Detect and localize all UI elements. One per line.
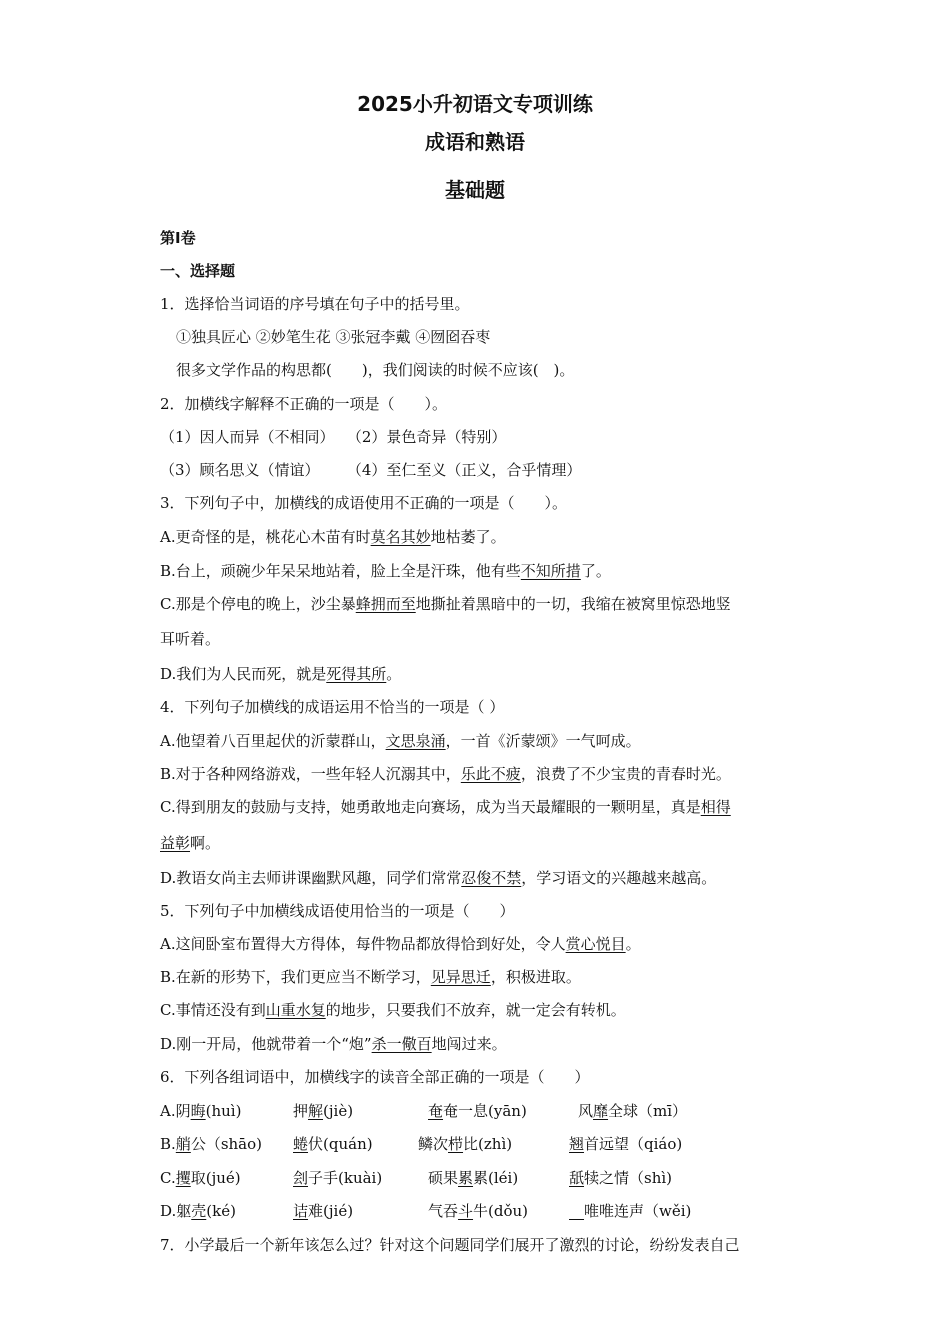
q4-stem: 4．下列句子加横线的成语运用不恰当的一项是（ ）	[160, 698, 505, 716]
q1-options: ①独具匠心 ②妙笔生花 ③张冠李戴 ④囫囵吞枣	[176, 328, 491, 346]
q5-stem: 5．下列句子中加横线成语使用恰当的一项是（ ）	[160, 902, 515, 920]
q5-option-c: C.事情还没有到山重水复的地步，只要我们不放弃，就一定会有转机。	[160, 1001, 626, 1019]
volume-label: 第Ⅰ卷	[160, 229, 196, 247]
q1-sentence: 很多文学作品的构思都( )，我们阅读的时候不应该( )。	[176, 361, 575, 379]
q4-option-c: C.得到朋友的鼓励与支持，她勇敢地走向赛场，成为当天最耀眼的一颗明星，真是相得	[160, 798, 731, 816]
q4-option-a: A.他望着八百里起伏的沂蒙群山，文思泉涌，一首《沂蒙颂》一气呵成。	[160, 732, 641, 750]
q3-option-c: C.那是个停电的晚上，沙尘暴蜂拥而至地撕扯着黑暗中的一切，我缩在被窝里惊恐地竖	[160, 595, 731, 613]
q4-option-d: D.教语女尚主去师讲课幽默风趣，同学们常常忍俊不禁，学习语文的兴趣越来越高。	[160, 869, 717, 887]
q3-stem: 3．下列句子中，加横线的成语使用不正确的一项是（ ）。	[160, 494, 568, 512]
page-subtitle: 成语和熟语	[425, 130, 525, 154]
q5-option-d: D.刚一开局，他就带着一个“炮”杀一儆百地闯过来。	[160, 1035, 507, 1053]
part-label: 一、选择题	[160, 262, 236, 280]
q2-stem: 2．加横线字解释不正确的一项是（ ）。	[160, 395, 448, 413]
q3-option-d: D.我们为人民而死，就是死得其所。	[160, 665, 402, 683]
section-heading: 基础题	[445, 178, 505, 202]
q3-option-c-cont: 耳听着。	[160, 630, 221, 648]
q3-option-a: A.更奇怪的是，桃花心木苗有时莫名其妙地枯萎了。	[160, 528, 506, 546]
q2-row2: （3）顾名思义（情谊） （4）至仁至义（正义，合乎情理）	[160, 461, 582, 479]
q5-option-b: B.在新的形势下，我们更应当不断学习，见异思迁，积极进取。	[160, 968, 581, 986]
q3-option-b: B.台上，顽碗少年呆呆地站着，脸上全是汗珠，他有些不知所措了。	[160, 562, 611, 580]
q4-option-c-cont: 益彰啊。	[160, 834, 221, 852]
q2-row1: （1）因人而异（不相同） （2）景色奇异（特别）	[160, 428, 507, 446]
page-title: 2025小升初语文专项训练	[357, 92, 593, 116]
q4-option-b: B.对于各种网络游戏，一些年轻人沉溺其中，乐此不疲，浪费了不少宝贵的青春时光。	[160, 765, 731, 783]
q7-stem: 7．小学最后一个新年该怎么过？针对这个问题同学们展开了激烈的讨论，纷纷发表自己	[160, 1236, 740, 1254]
q5-option-a: A.这间卧室布置得大方得体，每件物品都放得恰到好处，令人赏心悦目。	[160, 935, 641, 953]
q1-stem: 1．选择恰当词语的序号填在句子中的括号里。	[160, 295, 470, 313]
q6-stem: 6．下列各组词语中，加横线字的读音全部正确的一项是（ ）	[160, 1068, 590, 1086]
